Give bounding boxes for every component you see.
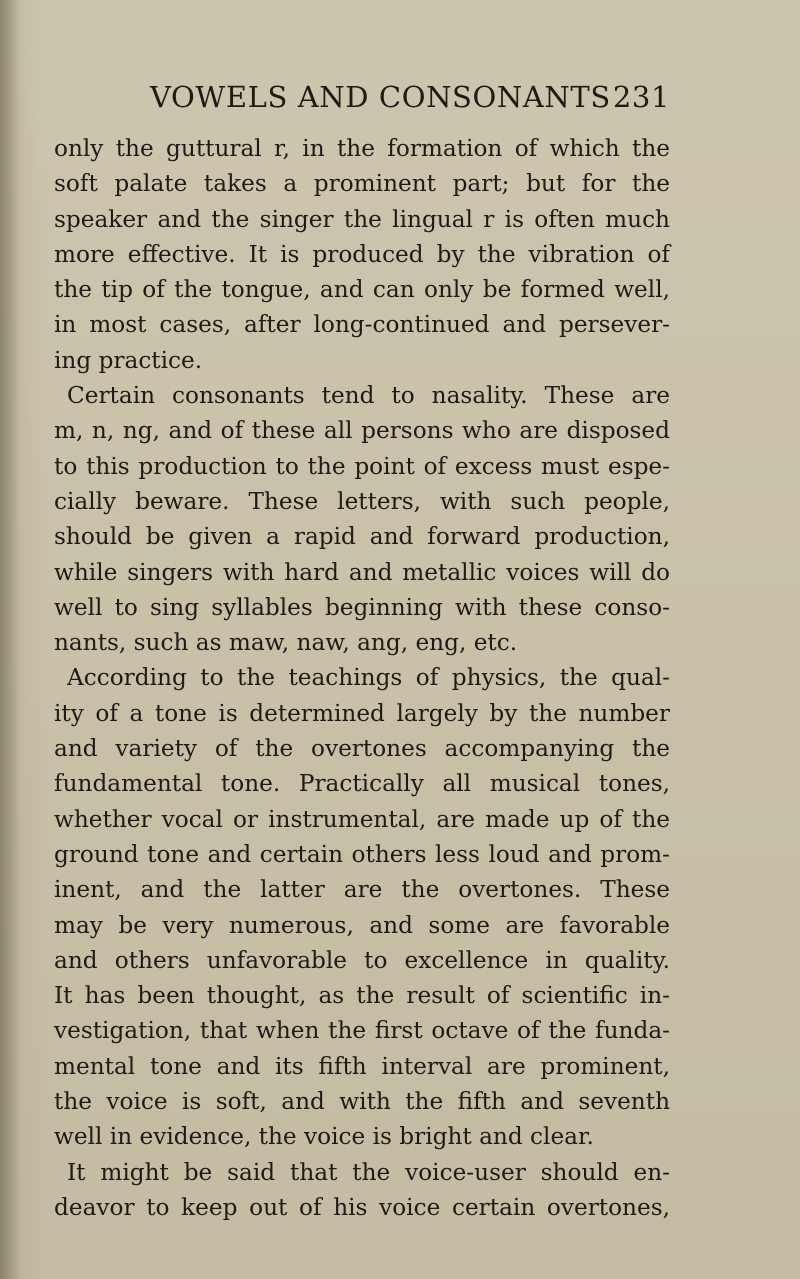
text-line: may be very numerous, and some are favorable <box>54 911 670 939</box>
text-line: m, n, ng, and of these all persons who are disposed <box>54 417 670 445</box>
text-line: ity of a tone is determined largely by the number <box>54 699 670 727</box>
page-number: 231 <box>612 80 670 114</box>
text-line: It might be said that the voice-user should en- <box>67 1158 670 1186</box>
text-line: soft palate takes a prominent part; but for the <box>54 170 670 198</box>
text-line: more effective. It is produced by the vibration of <box>54 240 670 268</box>
text-line: speaker and the singer the lingual r is often much <box>54 205 670 233</box>
running-title: VOWELS AND CONSONANTS <box>150 80 611 114</box>
text-line: well to sing syllables beginning with these conso- <box>54 593 670 621</box>
text-line: to this production to the point of excess must espe- <box>54 452 670 480</box>
text-line: and others unfavorable to excellence in quality. <box>54 946 670 974</box>
text-line: ing practice. <box>54 346 203 374</box>
text-line: nants, such as maw, naw, ang, eng, etc. <box>54 629 518 657</box>
text-line: ground tone and certain others less loud and prom- <box>54 840 670 868</box>
text-line: cially beware. These letters, with such people, <box>54 487 670 515</box>
text-line: It has been thought, as the result of scientific in- <box>54 982 670 1010</box>
text-line: inent, and the latter are the overtones. These <box>54 876 670 904</box>
text-line: According to the teachings of physics, the qual- <box>67 664 670 692</box>
text-line: whether vocal or instrumental, are made up of the <box>54 805 670 833</box>
text-line: should be given a rapid and forward production, <box>54 523 670 551</box>
text-line: the tip of the tongue, and can only be formed well, <box>54 276 670 304</box>
running-head <box>150 80 670 120</box>
text-line: while singers with hard and metallic voices will do <box>54 558 670 586</box>
text-line: Certain consonants tend to nasality. These are <box>67 382 670 410</box>
text-line: vestigation, that when the first octave of the funda- <box>54 1017 670 1045</box>
text-line: well in evidence, the voice is bright and clear. <box>54 1123 594 1151</box>
text-line: mental tone and its fifth interval are prominent, <box>54 1052 670 1080</box>
body-text <box>54 131 670 1225</box>
text-line: the voice is soft, and with the fifth and seventh <box>54 1088 670 1116</box>
gutter-shadow <box>0 0 22 1279</box>
text-line: deavor to keep out of his voice certain overtones, <box>54 1193 670 1221</box>
text-line: in most cases, after long-continued and persever- <box>54 311 670 339</box>
text-line: fundamental tone. Practically all musical tones, <box>54 770 670 798</box>
text-line: only the guttural r, in the formation of which the <box>54 135 670 162</box>
text-line: and variety of the overtones accompanying the <box>54 735 670 763</box>
